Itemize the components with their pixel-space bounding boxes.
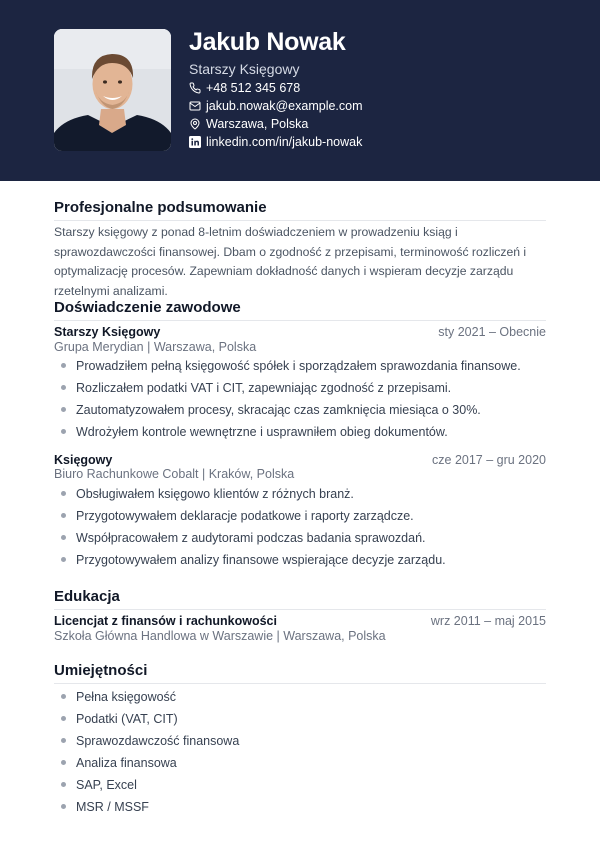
mail-icon bbox=[189, 100, 201, 112]
candidate-role: Starszy Księgowy bbox=[189, 61, 300, 77]
summary-text: Starszy księgowy z ponad 8-letnim doświadczeniem w prowadzeniu ksiąg i sprawozdawczości finansowej. Dbam o zgodność z przepisami, terminowość rozliczeń i optymalizację procesów. Zapewniam dokładność danych i wspieram decyzje zarządu rzetelnymi analizami. bbox=[54, 225, 527, 298]
job-title: Starszy Księgowy bbox=[54, 325, 161, 339]
linkedin-icon bbox=[189, 136, 201, 148]
job-company: Grupa Merydian | Warszawa, Polska bbox=[54, 340, 257, 354]
profile-photo bbox=[54, 29, 171, 151]
job-date: sty 2021 – Obecnie bbox=[438, 325, 546, 339]
location-pin-icon bbox=[189, 118, 201, 130]
skill-item: Analiza finansowa bbox=[60, 754, 546, 776]
skill-item: SAP, Excel bbox=[60, 776, 546, 798]
education-date: wrz 2011 – maj 2015 bbox=[430, 614, 546, 628]
location-text: Warszawa, Polska bbox=[206, 117, 309, 131]
list-item: Wdrożyłem kontrole wewnętrzne i usprawniłem obieg dokumentów. bbox=[60, 423, 546, 445]
job-bullets bbox=[60, 485, 546, 573]
candidate-name: Jakub Nowak bbox=[189, 28, 346, 56]
skill-item: Sprawozdawczość finansowa bbox=[60, 732, 546, 754]
list-item: Rozliczałem podatki VAT i CIT, zapewniając zgodność z przepisami. bbox=[60, 379, 546, 401]
job-company: Biuro Rachunkowe Cobalt | Kraków, Polska bbox=[54, 467, 295, 481]
list-item: Przygotowywałem analizy finansowe wspierające decyzje zarządu. bbox=[60, 551, 546, 573]
section-title-education: Edukacja bbox=[54, 588, 546, 610]
skill-item: Pełna księgowość bbox=[60, 688, 546, 710]
section-title-skills: Umiejętności bbox=[54, 662, 546, 684]
list-item: Obsługiwałem księgowo klientów z różnych branż. bbox=[60, 485, 546, 507]
avatar bbox=[54, 29, 171, 151]
phone-text: +48 512 345 678 bbox=[206, 81, 301, 95]
contact-phone bbox=[189, 79, 300, 97]
section-title-summary: Profesjonalne podsumowanie bbox=[54, 199, 546, 221]
email-link[interactable]: jakub.nowak@example.com bbox=[206, 99, 363, 113]
school-name: Szkoła Główna Handlowa w Warszawie | Warszawa, Polska bbox=[54, 629, 386, 643]
contact-location bbox=[189, 115, 308, 133]
list-item: Współpracowałem z audytorami podczas badania sprawozdań. bbox=[60, 529, 546, 551]
list-item: Przygotowywałem deklaracje podatkowe i raporty zarządcze. bbox=[60, 507, 546, 529]
contact-email[interactable] bbox=[189, 97, 363, 115]
section-title-experience: Doświadczenie zawodowe bbox=[54, 299, 546, 321]
contact-linkedin[interactable] bbox=[189, 133, 362, 151]
list-item: Zautomatyzowałem procesy, skracając czas zamknięcia miesiąca o 30%. bbox=[60, 401, 546, 423]
phone-icon bbox=[189, 82, 201, 94]
job-bullets bbox=[60, 357, 546, 445]
list-item: Prowadziłem pełną księgowość spółek i sporządzałem sprawozdania finansowe. bbox=[60, 357, 546, 379]
job-date: cze 2017 – gru 2020 bbox=[432, 453, 546, 467]
job-title: Księgowy bbox=[54, 453, 113, 467]
skill-item: Podatki (VAT, CIT) bbox=[60, 710, 546, 732]
linkedin-link[interactable]: linkedin.com/in/jakub-nowak bbox=[206, 135, 363, 149]
skills-list bbox=[60, 688, 546, 820]
degree-title: Licencjat z finansów i rachunkowości bbox=[54, 614, 277, 628]
skill-item: MSR / MSSF bbox=[60, 798, 546, 820]
resume-header bbox=[0, 0, 600, 181]
